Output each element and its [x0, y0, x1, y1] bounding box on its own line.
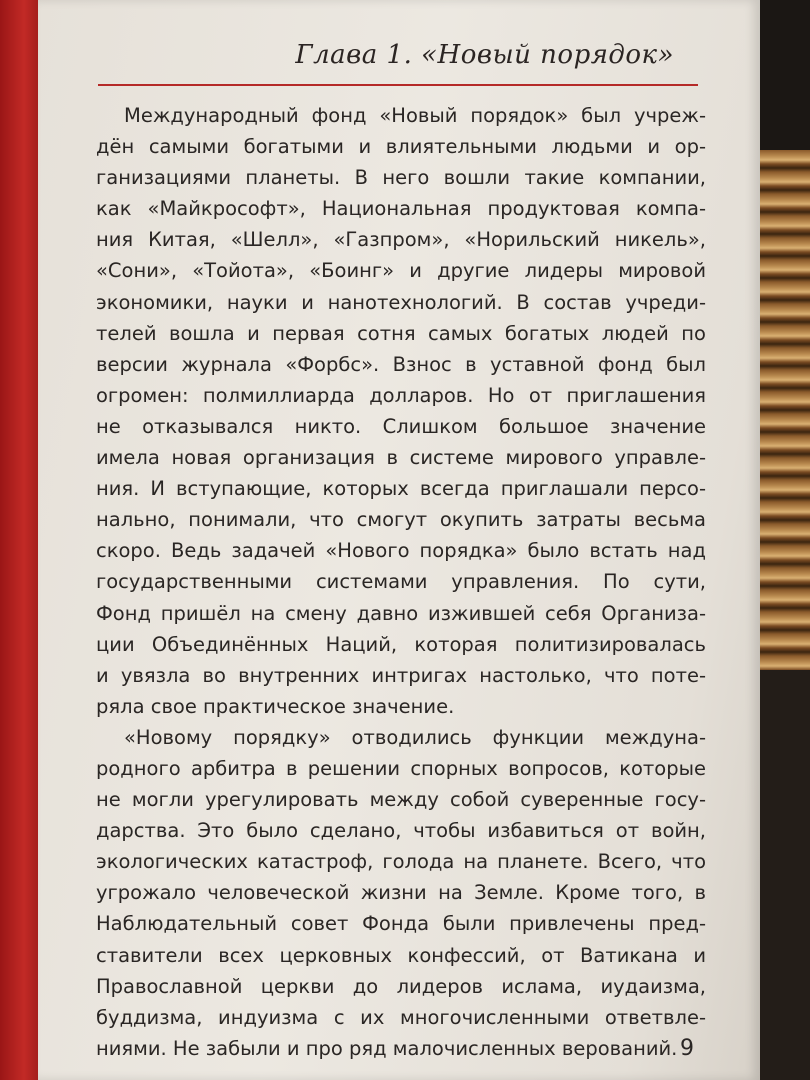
- text-line: и увязла во внутренних интригах настолько, что поте-: [96, 663, 706, 687]
- text-line: дён самыми богатыми и влиятельными людьми и ор-: [96, 135, 706, 159]
- text-line: Наблюдательный совет Фонда были привлечены пред-: [96, 912, 706, 936]
- paragraph: [96, 722, 706, 1064]
- text-line: как «Майкрософт», Национальная продуктовая компа-: [96, 197, 706, 221]
- text-line: буддизма, индуизма с их многочисленными ответвле-: [96, 1005, 706, 1029]
- text-line: ния Китая, «Шелл», «Газпром», «Норильский никель»,: [96, 228, 706, 252]
- text-line: телей вошла и первая сотня самых богатых людей по: [96, 321, 706, 345]
- book-page: [38, 0, 760, 1080]
- text-line: ганизациями планеты. В него вошли такие компании,: [96, 166, 706, 190]
- paragraph: [96, 100, 706, 722]
- text-line: ниями. Не забыли и про ряд малочисленных верований.: [96, 1036, 678, 1060]
- text-line: нально, понимали, что смогут окупить затраты весьма: [96, 508, 706, 532]
- text-line: ния. И вступающие, которых всегда приглашали персо-: [96, 477, 706, 501]
- text-line: государственными системами управления. По сути,: [96, 570, 706, 594]
- text-line: «Новому порядку» отводились функции междуна-: [124, 725, 706, 749]
- running-head: Глава 1. «Новый порядок»: [295, 40, 674, 70]
- text-line: огромен: полмиллиарда долларов. Но от приглашения: [96, 383, 706, 407]
- text-line: экономики, науки и нанотехнологий. В состав учреди-: [96, 290, 706, 314]
- header-rule: [98, 84, 698, 86]
- text-line: скоро. Ведь задачей «Нового порядка» было встать над: [96, 539, 706, 563]
- text-line: не могли урегулировать между собой суверенные госу-: [96, 788, 706, 812]
- text-line: родного арбитра в решении спорных вопросов, которые: [96, 756, 706, 780]
- text-line: ции Объединённых Наций, которая политизировалась: [96, 632, 706, 656]
- text-line: ставители всех церковных конфессий, от Ватикана и: [96, 943, 706, 967]
- text-line: Фонд пришёл на смену давно изжившей себя Организа-: [96, 601, 706, 625]
- text-line: ряла свое практическое значение.: [96, 694, 455, 718]
- book-cover-edge: [0, 0, 40, 1080]
- text-line: дарства. Это было сделано, чтобы избавиться от войн,: [96, 819, 706, 843]
- text-line: Международный фонд «Новый порядок» был учреж-: [124, 104, 706, 127]
- text-line: версии журнала «Форбс». Взнос в уставной фонд был: [96, 352, 706, 376]
- body-text: [96, 100, 706, 1064]
- text-line: экологических катастроф, голода на планете. Всего, что: [96, 850, 706, 874]
- page-number: 9: [680, 1036, 694, 1061]
- text-line: Православной церкви до лидеров ислама, иудаизма,: [96, 974, 706, 998]
- text-line: угрожало человеческой жизни на Земле. Кроме того, в: [96, 881, 706, 905]
- text-line: «Сони», «Тойота», «Боинг» и другие лидеры мировой: [96, 259, 706, 283]
- text-line: не отказывался никто. Слишком большое значение: [96, 414, 706, 438]
- text-line: имела новая организация в системе мирового управле-: [96, 446, 706, 470]
